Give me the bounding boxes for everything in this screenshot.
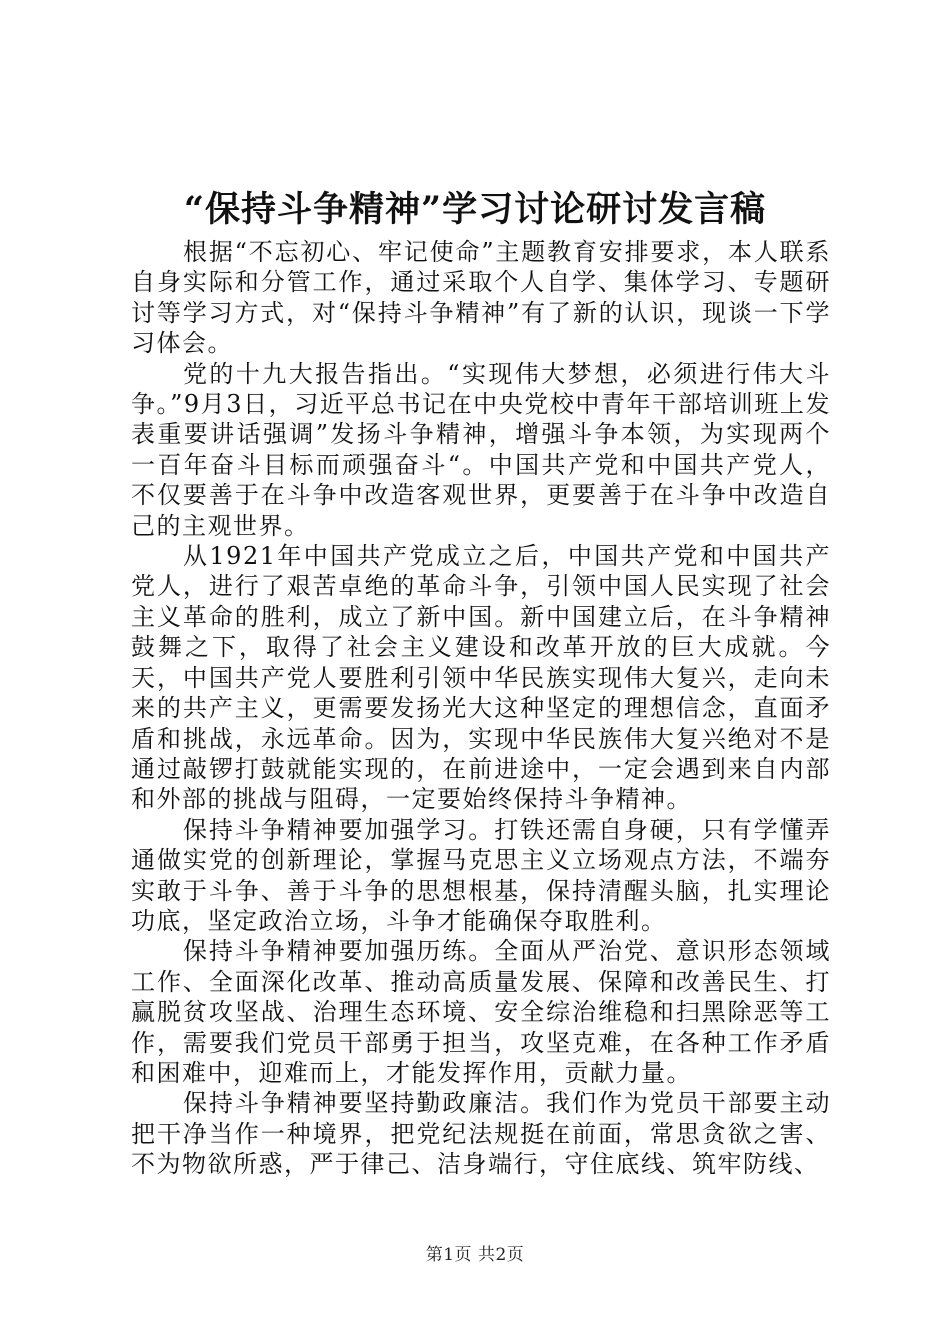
page-number-footer: 第1页 共2页 bbox=[425, 1245, 525, 1265]
document-body bbox=[131, 237, 831, 1180]
paragraph-2: 党的十九大报告指出。“实现伟大梦想，必须进行伟大斗争。”9月3日，习近平总书记在中央党校中青年干部培训班上发表重要讲话强调”发扬斗争精神，增强斗争本领，为实现两个一百年奋斗目标而顽强奋斗“。中国共产党和中国共产党人，不仅要善于在斗争中改造客观世界，更要善于在斗争中改造自己的主观世界。 bbox=[131, 359, 831, 540]
paragraph-6: 保持斗争精神要坚持勤政廉洁。我们作为党员干部要主动把干净当作一种境界，把党纪法规挺在前面，常思贪欲之害、不为物欲所惑，严于律己、洁身端行，守住底线、筑牢防线、 bbox=[131, 1089, 831, 1179]
paragraph-5: 保持斗争精神要加强历练。全面从严治党、意识形态领域工作、全面深化改革、推动高质量发展、保障和改善民生、打赢脱贫攻坚战、治理生态环境、安全综治维稳和扫黑除恶等工作，需要我们党员干部勇于担当，攻坚克难，在各种工作矛盾和困难中，迎难而上，才能发挥作用，贡献力量。 bbox=[131, 937, 831, 1087]
paragraph-4: 保持斗争精神要加强学习。打铁还需自身硬，只有学懂弄通做实党的创新理论，掌握马克思主义立场观点方法，不端夯实敢于斗争、善于斗争的思想根基，保持清醒头脑，扎实理论功底，坚定政治立场，斗争才能确保夺取胜利。 bbox=[131, 815, 831, 935]
document-title: “保持斗争精神”学习讨论研讨发言稿 bbox=[183, 189, 767, 230]
paragraph-1: 根据“不忘初心、牢记使命”主题教育安排要求，本人联系自身实际和分管工作，通过采取个人自学、集体学习、专题研讨等学习方式，对“保持斗争精神”有了新的认识，现谈一下学习体会。 bbox=[131, 238, 831, 358]
paragraph-3: 从1921年中国共产党成立之后，中国共产党和中国共产党人，进行了艰苦卓绝的革命斗争，引领中国人民实现了社会主义革命的胜利，成立了新中国。新中国建立后，在斗争精神鼓舞之下，取得了社会主义建设和改革开放的巨大成就。今天，中国共产党人要胜利引领中华民族实现伟大复兴，走向未来的共产主义，更需要发扬光大这种坚定的理想信念，直面矛盾和挑战，永远革命。因为，实现中华民族伟大复兴绝对不是通过敲锣打鼓就能实现的，在前进途中，一定会遇到来自内部和外部的挑战与阻碍，一定要始终保持斗争精神。 bbox=[131, 542, 831, 814]
